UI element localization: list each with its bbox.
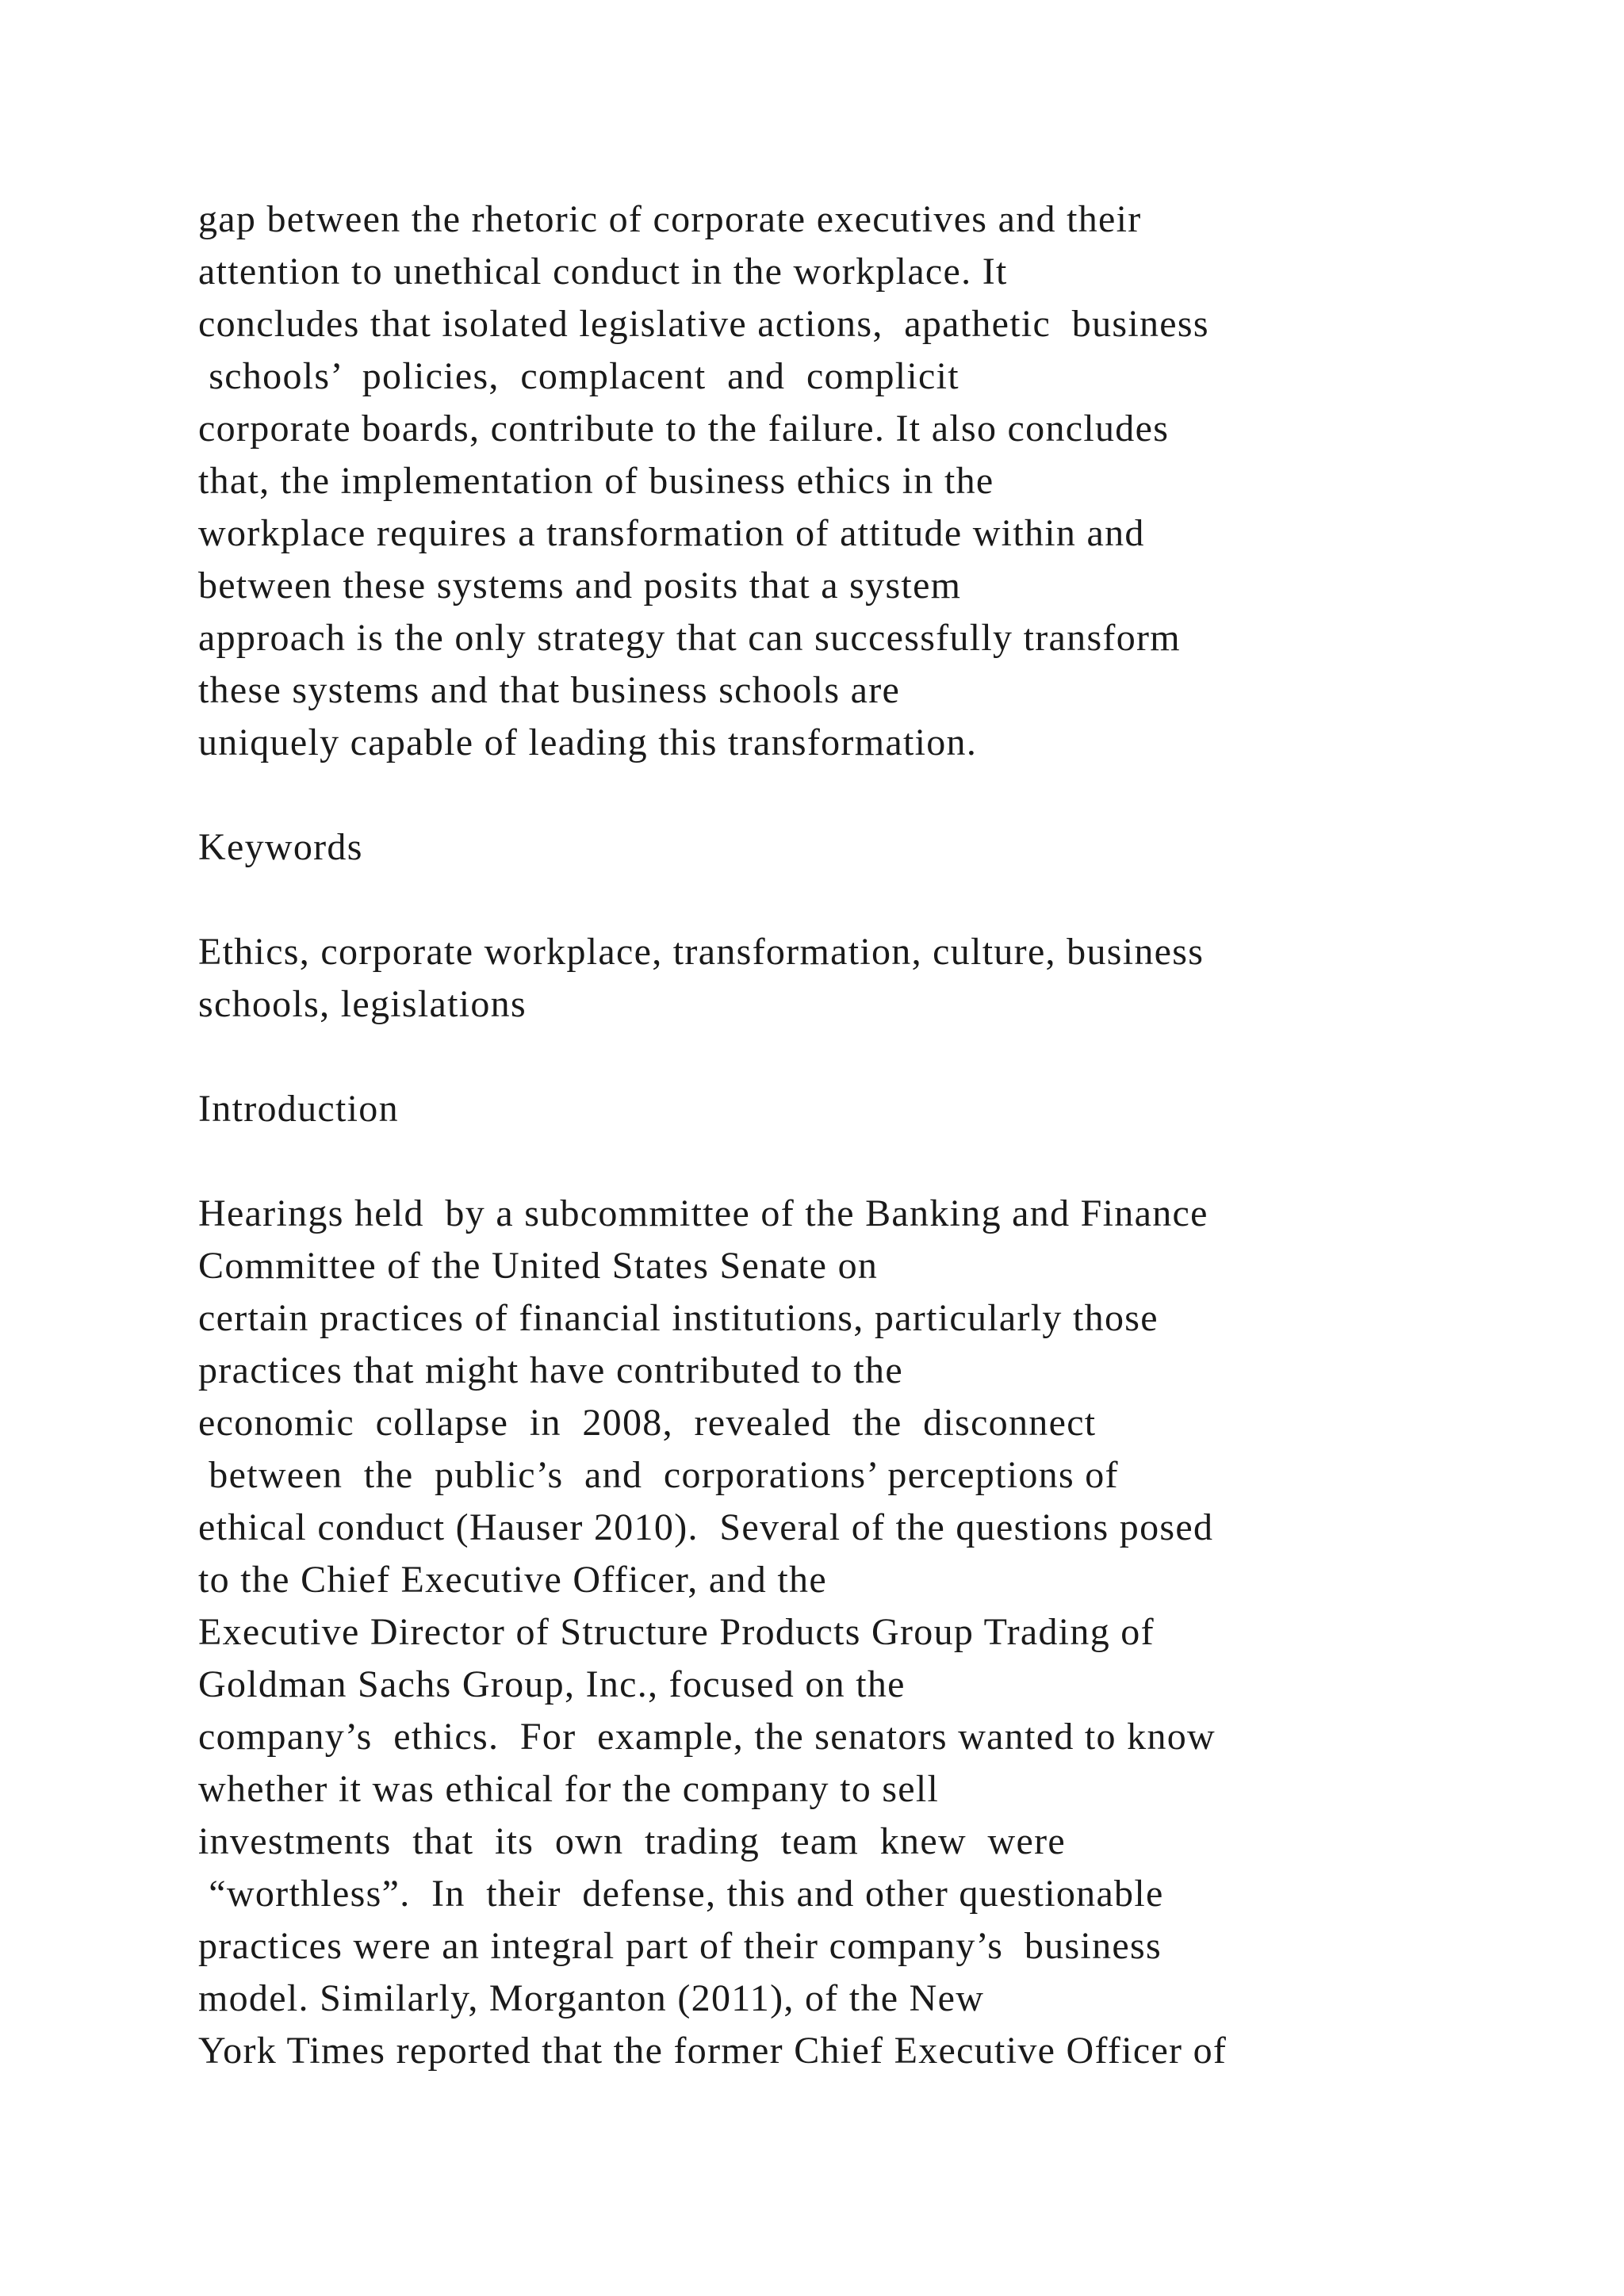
paragraph-gap (198, 874, 1562, 926)
abstract-line: attention to unethical conduct in the workplace. It (198, 251, 1008, 293)
abstract-line: gap between the rhetoric of corporate executives and their (198, 198, 1142, 240)
introduction-line: certain practices of financial institutions, particularly those (198, 1297, 1159, 1339)
introduction-line: to the Chief Executive Officer, and the (198, 1559, 827, 1601)
introduction-line: whether it was ethical for the company to sell (198, 1768, 940, 1810)
introduction-line: economic collapse in 2008, revealed the disconnect (198, 1402, 1097, 1444)
introduction-paragraph (198, 1188, 1562, 2077)
introduction-line: practices were an integral part of their company’s business (198, 1925, 1162, 1967)
introduction-line: between the public’s and corporations’ perceptions of (198, 1454, 1119, 1496)
abstract-line: that, the implementation of business ethics in the (198, 460, 994, 502)
introduction-line: Goldman Sachs Group, Inc., focused on the (198, 1663, 906, 1705)
introduction-line: company’s ethics. For example, the senators wanted to know (198, 1716, 1216, 1758)
abstract-line: workplace requires a transformation of attitude within and (198, 512, 1145, 554)
introduction-line: investments that its own trading team knew were (198, 1820, 1066, 1862)
introduction-line: York Times reported that the former Chief Executive Officer of (198, 2030, 1228, 2072)
keywords-line: Ethics, corporate workplace, transformation, culture, business (198, 931, 1205, 973)
introduction-line: Committee of the United States Senate on (198, 1245, 879, 1287)
introduction-line: Executive Director of Structure Products Group Trading of (198, 1611, 1155, 1653)
abstract-line: between these systems and posits that a system (198, 564, 962, 607)
keywords-paragraph (198, 926, 1562, 1031)
introduction-heading: Introduction (198, 1088, 399, 1130)
abstract-line: schools’ policies, complacent and complicit (198, 355, 959, 397)
abstract-line: approach is the only strategy that can successfully transform (198, 617, 1181, 659)
abstract-paragraph (198, 193, 1562, 769)
introduction-line: ethical conduct (Hauser 2010). Several of the questions posed (198, 1506, 1214, 1548)
abstract-line: these systems and that business schools are (198, 669, 901, 711)
paragraph-gap (198, 1135, 1562, 1188)
keywords-heading: Keywords (198, 826, 363, 868)
introduction-line: practices that might have contributed to the (198, 1349, 903, 1391)
introduction-line: Hearings held by a subcommittee of the Banking and Finance (198, 1192, 1208, 1234)
document-text (198, 193, 1562, 2077)
introduction-line: “worthless”. In their defense, this and other questionable (198, 1873, 1164, 1915)
paragraph-gap (198, 1031, 1562, 1083)
abstract-line: concludes that isolated legislative actions, apathetic business (198, 303, 1209, 345)
paragraph-gap (198, 769, 1562, 821)
abstract-line: corporate boards, contribute to the failure. It also concludes (198, 408, 1170, 450)
keywords-line: schools, legislations (198, 983, 527, 1025)
abstract-line: uniquely capable of leading this transformation. (198, 721, 978, 763)
introduction-line: model. Similarly, Morganton (2011), of the New (198, 1977, 985, 2019)
